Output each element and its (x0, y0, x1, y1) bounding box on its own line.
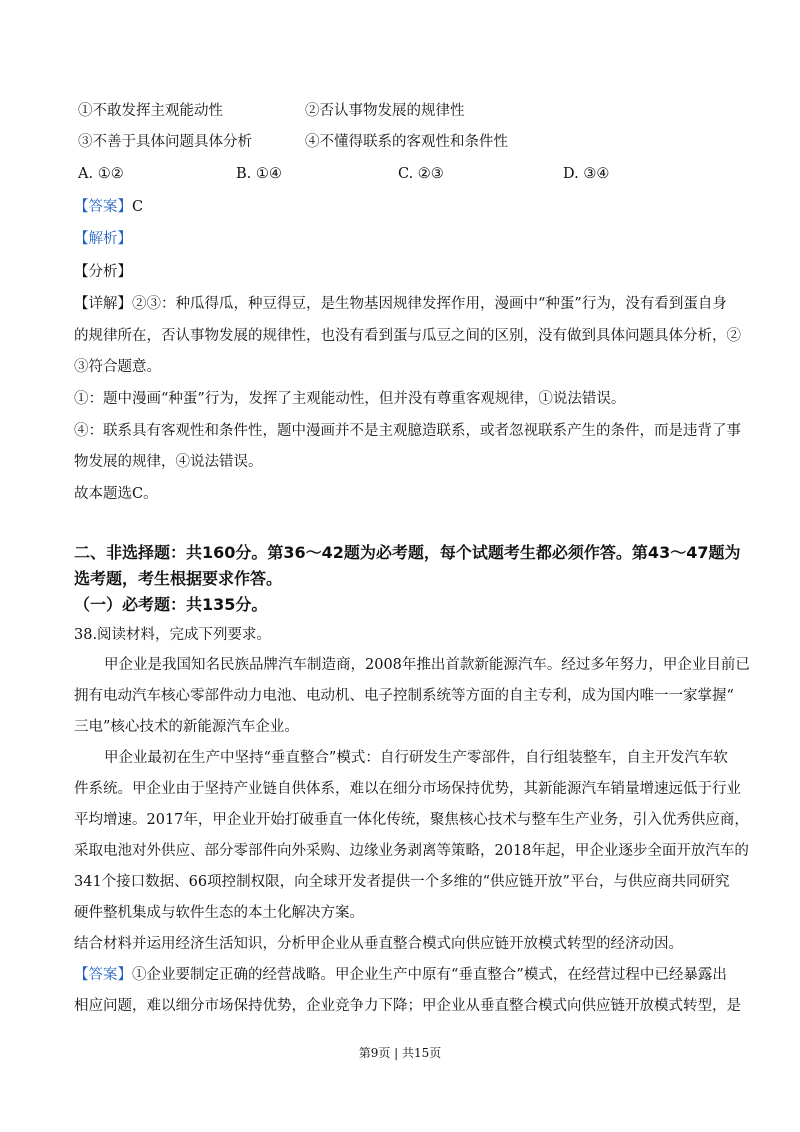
material-line-8: 341个接口数据、66项控制权限，向全球开发者提供一个多维的“供应链开放”平台，与供应商共同研究 (74, 874, 730, 890)
material-line-4: 甲企业最初在生产中坚持“垂直整合”模式：自行研发生产零部件，自行组装整车，自主开发汽车软 (104, 750, 728, 766)
material-line-2: 拥有电动汽车核心零部件动力电池、电动机、电子控制系统等方面的自主专利，成为国内唯一一家掌握“ (74, 688, 734, 704)
answer-tag: 【答案】 (74, 199, 132, 215)
q38-prompt: 38.阅读材料，完成下列要求。 (74, 627, 272, 643)
choice-b: B. ①④ (236, 166, 282, 182)
material-line-5: 件系统。甲企业由于坚持产业链自供体系，难以在细分市场保持优势，其新能源汽车销量增速远低于行业 (74, 781, 741, 797)
section-heading-line-2: 选考题，考生根据要求作答。 (74, 569, 283, 588)
q38-answer-text-1: ①企业要制定正确的经营战略。甲企业生产中原有“垂直整合”模式，在经营过程中已经暴露出 (132, 967, 727, 983)
option-4: ④不懂得联系的客观性和条件性 (305, 134, 508, 150)
analysis-tag: 【解析】 (74, 231, 132, 247)
material-line-7: 采取电池对外供应、部分零部件向外采购、边缘业务剥离等策略，2018年起，甲企业逐步全面开放汽车的 (74, 843, 749, 859)
material-line-6: 平均增速。2017年，甲企业开始打破垂直一体化传统，聚焦核心技术与整车生产业务，引入优秀供应商， (74, 812, 749, 828)
page-footer: 第9页 | 共15页 (358, 1046, 442, 1060)
choice-d: D. ③④ (563, 166, 610, 182)
choice-c: C. ②③ (398, 166, 444, 182)
q38-answer-line-2: 相应问题，难以细分市场保持优势，企业竞争力下降；甲企业从垂直整合模式向供应链开放模式转型，是 (74, 998, 741, 1014)
detail-line-7: 故本题选C。 (74, 486, 158, 502)
detail-line-3: ③符合题意。 (74, 359, 161, 375)
answer-value: C (132, 199, 144, 215)
option-2: ②否认事物发展的规律性 (305, 103, 465, 119)
detail-line-1: 【详解】②③：种瓜得瓜，种豆得豆，是生物基因规律发挥作用，漫画中“种蛋”行为，没有看到蛋自身 (74, 296, 727, 312)
q38-answer-line-1 (74, 965, 727, 985)
fenxi-tag: 【分析】 (74, 264, 132, 280)
detail-line-4: ①：题中漫画“种蛋”行为，发挥了主观能动性，但并没有尊重客观规律，①说法错误。 (74, 391, 626, 407)
section-heading-line-1: 二、非选择题：共160分。第36～42题为必考题，每个试题考生都必须作答。第43～47题为 (74, 543, 741, 562)
q38-answer-tag: 【答案】 (74, 967, 132, 983)
option-3: ③不善于具体问题具体分析 (78, 134, 252, 150)
detail-line-2: 的规律所在，否认事物发展的规律性，也没有看到蛋与瓜豆之间的区别，没有做到具体问题具体分析，② (74, 328, 741, 344)
material-line-3: 三电”核心技术的新能源汽车企业。 (74, 719, 299, 735)
choice-a: A. ①② (78, 166, 124, 182)
option-1: ①不敢发挥主观能动性 (78, 103, 223, 119)
section-subheading: （一）必考题：共135分。 (74, 595, 268, 614)
material-line-1: 甲企业是我国知名民族品牌汽车制造商，2008年推出首款新能源汽车。经过多年努力，甲企业目前已 (104, 657, 750, 673)
material-line-9: 硬件整机集成与软件生态的本土化解决方案。 (74, 905, 364, 921)
detail-line-6: 物发展的规律，④说法错误。 (74, 454, 263, 470)
q38-question: 结合材料并运用经济生活知识，分析甲企业从垂直整合模式向供应链开放模式转型的经济动因。 (74, 936, 683, 952)
q37-answer (74, 197, 143, 217)
detail-line-5: ④：联系具有客观性和条件性，题中漫画并不是主观臆造联系，或者忽视联系产生的条件，而是违背了事 (74, 423, 741, 439)
